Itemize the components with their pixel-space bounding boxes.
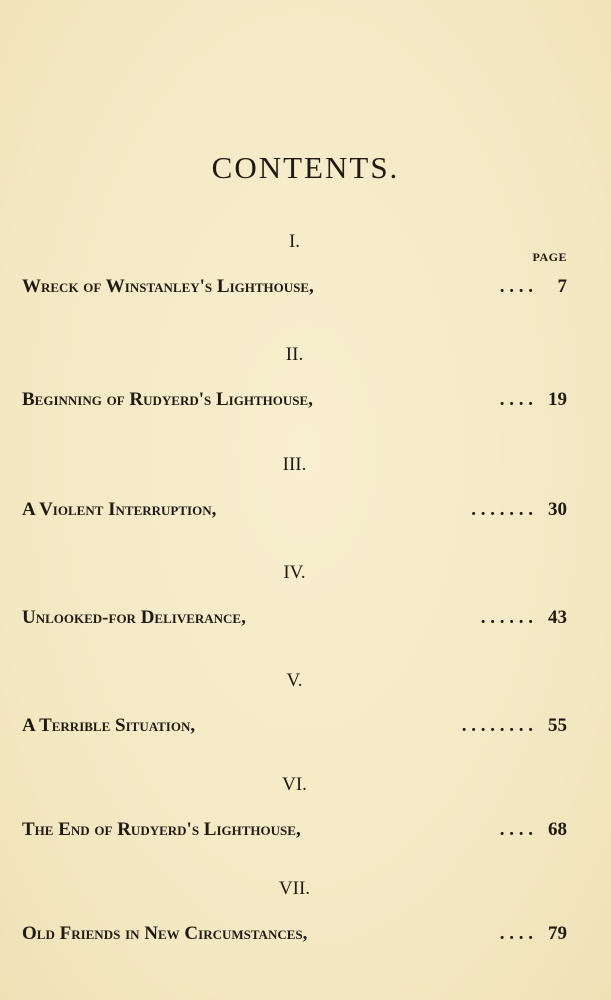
- page-column-label: PAGE: [532, 250, 567, 264]
- chapter-title: A Violent Interruption,: [22, 499, 217, 520]
- toc-row: [22, 607, 567, 629]
- chapter-title: A Terrible Situation,: [22, 715, 196, 736]
- toc-row: [22, 819, 567, 841]
- leader-dots: . . . . . .: [480, 607, 533, 628]
- toc-row: [22, 499, 567, 521]
- chapter-entry-3: [22, 453, 567, 521]
- toc-row: [22, 389, 567, 411]
- chapter-numeral: VII.: [278, 878, 311, 899]
- chapter-entry-6: [22, 773, 567, 841]
- chapter-numeral: IV.: [283, 562, 306, 583]
- chapter-entry-7: [22, 877, 567, 945]
- chapter-numeral: I.: [288, 231, 301, 252]
- chapter-title: Unlooked-for Deliverance,: [22, 607, 246, 628]
- leader-dots: . . . .: [499, 276, 533, 297]
- toc-row: [22, 276, 567, 298]
- chapter-title: Wreck of Winstanley's Lighthouse,: [22, 276, 314, 297]
- chapter-entry-4: [22, 561, 567, 629]
- page-number: 68: [548, 819, 567, 840]
- chapter-numeral: III.: [282, 454, 307, 475]
- leader-dots: . . . .: [499, 819, 533, 840]
- page-number: 7: [557, 276, 567, 297]
- chapter-entry-2: [22, 343, 567, 411]
- leader-dots: . . . . . . .: [471, 499, 533, 520]
- toc-row: [22, 715, 567, 737]
- chapter-title: The End of Rudyerd's Lighthouse,: [22, 819, 301, 840]
- chapter-numeral: VI.: [282, 774, 307, 795]
- page-number: 30: [548, 499, 567, 520]
- leader-dots: . . . . . . . .: [461, 715, 533, 736]
- page-number: 19: [548, 389, 567, 410]
- page-number: 55: [548, 715, 567, 736]
- chapter-entry-1: [22, 230, 567, 298]
- leader-dots: . . . .: [499, 389, 533, 410]
- chapter-title: Beginning of Rudyerd's Lighthouse,: [22, 389, 313, 410]
- page-number: 79: [548, 923, 567, 944]
- toc-row: [22, 923, 567, 945]
- chapter-numeral: V.: [286, 670, 303, 691]
- chapter-numeral: II.: [285, 344, 304, 365]
- contents-heading: CONTENTS.: [211, 150, 400, 185]
- chapter-entry-5: [22, 669, 567, 737]
- page-number: 43: [548, 607, 567, 628]
- chapter-title: Old Friends in New Circumstances,: [22, 923, 308, 944]
- leader-dots: . . . .: [499, 923, 533, 944]
